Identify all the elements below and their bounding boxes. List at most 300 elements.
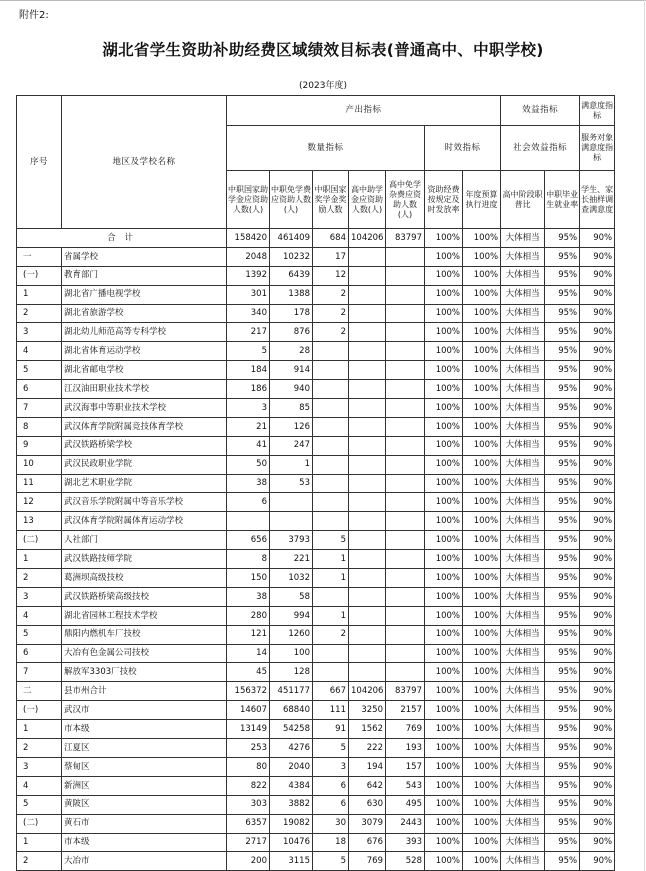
cell-name: 葛洲坝高级技校 [62, 569, 227, 588]
header-col-2: 中职免学费应资助人数(人) [270, 171, 313, 229]
cell-c10: 90% [580, 814, 615, 833]
table-row [17, 833, 615, 852]
cell-c1: 184 [227, 361, 270, 380]
cell-seq: 4 [17, 606, 62, 625]
cell-c8: 大体相当 [501, 701, 545, 720]
cell-c9: 95% [545, 701, 580, 720]
cell-c3: 18 [313, 833, 349, 852]
cell-c9: 95% [545, 399, 580, 418]
cell-c5: 769 [386, 720, 425, 739]
table-row [17, 436, 615, 455]
cell-c10: 90% [580, 720, 615, 739]
cell-c2: 451177 [270, 682, 313, 701]
cell-c9: 95% [545, 285, 580, 304]
cell-c6: 100% [425, 493, 463, 512]
cell-c9: 95% [545, 550, 580, 569]
cell-c8: 大体相当 [501, 361, 545, 380]
table-row [17, 417, 615, 436]
cell-seq: 3 [17, 757, 62, 776]
cell-c1: 158420 [227, 229, 270, 248]
cell-c9: 95% [545, 436, 580, 455]
cell-c3 [313, 380, 349, 399]
cell-c3: 2 [313, 625, 349, 644]
table-body [17, 229, 615, 871]
table-row [17, 720, 615, 739]
cell-name: 黄石市 [62, 814, 227, 833]
cell-name: 武汉市 [62, 701, 227, 720]
cell-c10: 90% [580, 757, 615, 776]
header-col-9: 中职毕业生就业率 [545, 171, 580, 229]
cell-c9: 95% [545, 417, 580, 436]
cell-c7: 100% [463, 852, 501, 871]
cell-c7: 100% [463, 663, 501, 682]
cell-c10: 90% [580, 285, 615, 304]
cell-name: 武汉海事中等职业技术学校 [62, 399, 227, 418]
cell-c4: 676 [349, 833, 386, 852]
cell-c7: 100% [463, 266, 501, 285]
cell-c3: 2 [313, 285, 349, 304]
cell-c1: 303 [227, 795, 270, 814]
cell-c5 [386, 342, 425, 361]
cell-seq: 6 [17, 380, 62, 399]
cell-c6: 100% [425, 833, 463, 852]
cell-c8: 大体相当 [501, 512, 545, 531]
cell-c2: 940 [270, 380, 313, 399]
cell-c4 [349, 323, 386, 342]
right-border-line [644, 0, 645, 871]
cell-c1: 301 [227, 285, 270, 304]
cell-c8: 大体相当 [501, 757, 545, 776]
cell-c9: 95% [545, 455, 580, 474]
table-row [17, 229, 615, 248]
cell-name: 湖北省旅游学校 [62, 304, 227, 323]
cell-c5 [386, 474, 425, 493]
cell-c1: 656 [227, 531, 270, 550]
cell-c1: 200 [227, 852, 270, 871]
cell-seq: 7 [17, 663, 62, 682]
cell-c9: 95% [545, 266, 580, 285]
cell-c5 [386, 247, 425, 266]
cell-name: 江夏区 [62, 739, 227, 758]
cell-c3: 6 [313, 795, 349, 814]
cell-c4 [349, 493, 386, 512]
cell-c2: 54258 [270, 720, 313, 739]
cell-c1: 21 [227, 417, 270, 436]
cell-c4 [349, 644, 386, 663]
cell-c10: 90% [580, 436, 615, 455]
table-row [17, 776, 615, 795]
cell-c4: 104206 [349, 229, 386, 248]
cell-c2: 1388 [270, 285, 313, 304]
cell-c10: 90% [580, 380, 615, 399]
cell-name: 武汉民政职业学院 [62, 455, 227, 474]
cell-c7: 100% [463, 342, 501, 361]
cell-c7: 100% [463, 814, 501, 833]
cell-c5 [386, 550, 425, 569]
cell-c9: 95% [545, 493, 580, 512]
cell-c8: 大体相当 [501, 606, 545, 625]
cell-c8: 大体相当 [501, 266, 545, 285]
cell-c5 [386, 399, 425, 418]
cell-c7: 100% [463, 493, 501, 512]
cell-c1: 1392 [227, 266, 270, 285]
cell-c5 [386, 380, 425, 399]
cell-c9: 95% [545, 682, 580, 701]
cell-c6: 100% [425, 720, 463, 739]
cell-c1: 253 [227, 739, 270, 758]
cell-c6: 100% [425, 663, 463, 682]
cell-c10: 90% [580, 399, 615, 418]
cell-c9: 95% [545, 720, 580, 739]
cell-name: 湖北省园林工程技术学校 [62, 606, 227, 625]
cell-c8: 大体相当 [501, 569, 545, 588]
cell-c5 [386, 625, 425, 644]
cell-c7: 100% [463, 606, 501, 625]
cell-c7: 100% [463, 531, 501, 550]
cell-c2: 221 [270, 550, 313, 569]
cell-c3: 684 [313, 229, 349, 248]
cell-c8: 大体相当 [501, 474, 545, 493]
table-row [17, 247, 615, 266]
cell-c8: 大体相当 [501, 342, 545, 361]
cell-c4: 1562 [349, 720, 386, 739]
cell-c6: 100% [425, 247, 463, 266]
cell-c5: 2157 [386, 701, 425, 720]
cell-c2: 914 [270, 361, 313, 380]
cell-name: 武汉音乐学院附属中等音乐学校 [62, 493, 227, 512]
cell-c3: 1 [313, 606, 349, 625]
header-col-3: 中职国家奖学金奖励人数 [313, 171, 349, 229]
cell-c1: 45 [227, 663, 270, 682]
table-row [17, 569, 615, 588]
cell-c2: 1032 [270, 569, 313, 588]
cell-c4 [349, 399, 386, 418]
table-row [17, 531, 615, 550]
cell-c3 [313, 512, 349, 531]
cell-c4: 222 [349, 739, 386, 758]
cell-name: 市本级 [62, 833, 227, 852]
cell-c2: 461409 [270, 229, 313, 248]
cell-c7: 100% [463, 720, 501, 739]
cell-c1: 121 [227, 625, 270, 644]
table-row [17, 493, 615, 512]
cell-c1: 38 [227, 474, 270, 493]
cell-c2: 28 [270, 342, 313, 361]
cell-c6: 100% [425, 512, 463, 531]
cell-c2: 85 [270, 399, 313, 418]
cell-c4 [349, 342, 386, 361]
cell-c6: 100% [425, 795, 463, 814]
cell-c9: 95% [545, 361, 580, 380]
cell-name: 武汉铁路桥梁学校 [62, 436, 227, 455]
cell-c1: 217 [227, 323, 270, 342]
header-output-indicators: 产出指标 [227, 96, 501, 126]
cell-c1: 822 [227, 776, 270, 795]
cell-c3: 2 [313, 323, 349, 342]
cell-c5: 83797 [386, 229, 425, 248]
cell-c7: 100% [463, 285, 501, 304]
cell-c2: 126 [270, 417, 313, 436]
cell-c5: 83797 [386, 682, 425, 701]
cell-c2: 6439 [270, 266, 313, 285]
cell-c8: 大体相当 [501, 587, 545, 606]
cell-c6: 100% [425, 569, 463, 588]
cell-c1: 6 [227, 493, 270, 512]
cell-c7: 100% [463, 474, 501, 493]
cell-c4 [349, 569, 386, 588]
cell-c1: 14 [227, 644, 270, 663]
cell-c4: 3250 [349, 701, 386, 720]
cell-c2 [270, 512, 313, 531]
cell-c10: 90% [580, 361, 615, 380]
cell-c1: 3 [227, 399, 270, 418]
cell-c1 [227, 512, 270, 531]
cell-c3: 111 [313, 701, 349, 720]
cell-c8: 大体相当 [501, 625, 545, 644]
cell-seq: 2 [17, 304, 62, 323]
cell-c8: 大体相当 [501, 833, 545, 852]
cell-c2: 53 [270, 474, 313, 493]
cell-c9: 95% [545, 625, 580, 644]
table-row [17, 682, 615, 701]
table-row [17, 266, 615, 285]
cell-c10: 90% [580, 776, 615, 795]
cell-c10: 90% [580, 493, 615, 512]
cell-c6: 100% [425, 852, 463, 871]
cell-c4 [349, 361, 386, 380]
cell-c5 [386, 512, 425, 531]
cell-c3 [313, 436, 349, 455]
cell-c4 [349, 247, 386, 266]
cell-c3: 5 [313, 531, 349, 550]
total-label: 合 计 [17, 229, 227, 248]
cell-c9: 95% [545, 531, 580, 550]
cell-c2: 4276 [270, 739, 313, 758]
cell-c9: 95% [545, 512, 580, 531]
cell-c10: 90% [580, 266, 615, 285]
cell-c3: 1 [313, 569, 349, 588]
cell-c2: 100 [270, 644, 313, 663]
cell-c7: 100% [463, 701, 501, 720]
table-row [17, 304, 615, 323]
cell-c2: 4384 [270, 776, 313, 795]
cell-name: 蔡甸区 [62, 757, 227, 776]
cell-c9: 95% [545, 757, 580, 776]
table-row [17, 814, 615, 833]
cell-name: 湖北省体育运动学校 [62, 342, 227, 361]
cell-c4 [349, 285, 386, 304]
cell-c3: 667 [313, 682, 349, 701]
cell-c1: 150 [227, 569, 270, 588]
cell-c5 [386, 436, 425, 455]
cell-c8: 大体相当 [501, 380, 545, 399]
cell-c1: 80 [227, 757, 270, 776]
cell-c9: 95% [545, 229, 580, 248]
cell-c3: 5 [313, 852, 349, 871]
cell-c7: 100% [463, 757, 501, 776]
cell-c10: 90% [580, 833, 615, 852]
cell-seq: 2 [17, 739, 62, 758]
table-row [17, 550, 615, 569]
cell-c4: 104206 [349, 682, 386, 701]
table-row [17, 361, 615, 380]
table-row [17, 852, 615, 871]
cell-c1: 41 [227, 436, 270, 455]
cell-c3: 30 [313, 814, 349, 833]
cell-seq: (二) [17, 531, 62, 550]
cell-c7: 100% [463, 682, 501, 701]
cell-c6: 100% [425, 531, 463, 550]
cell-c8: 大体相当 [501, 229, 545, 248]
cell-c3 [313, 361, 349, 380]
cell-c9: 95% [545, 739, 580, 758]
cell-c3: 2 [313, 304, 349, 323]
cell-c6: 100% [425, 304, 463, 323]
cell-c10: 90% [580, 644, 615, 663]
cell-c5 [386, 531, 425, 550]
cell-c3: 1 [313, 550, 349, 569]
cell-seq: 1 [17, 550, 62, 569]
attachment-label: 附件2: [19, 10, 49, 21]
cell-c5 [386, 417, 425, 436]
cell-name: 武汉铁路桥梁高级技校 [62, 587, 227, 606]
cell-c1: 38 [227, 587, 270, 606]
cell-c7: 100% [463, 304, 501, 323]
cell-c8: 大体相当 [501, 399, 545, 418]
cell-c2: 58 [270, 587, 313, 606]
cell-name: 江汉油田职业技术学校 [62, 380, 227, 399]
cell-name: 省属学校 [62, 247, 227, 266]
cell-name: 湖北省广播电视学校 [62, 285, 227, 304]
cell-c2 [270, 493, 313, 512]
cell-c8: 大体相当 [501, 720, 545, 739]
cell-c3 [313, 493, 349, 512]
cell-c8: 大体相当 [501, 455, 545, 474]
cell-c6: 100% [425, 474, 463, 493]
cell-seq: 1 [17, 720, 62, 739]
cell-c1: 6357 [227, 814, 270, 833]
table-row [17, 285, 615, 304]
cell-c9: 95% [545, 606, 580, 625]
cell-seq: (二) [17, 814, 62, 833]
cell-seq: 4 [17, 776, 62, 795]
cell-name: 武汉铁路技师学院 [62, 550, 227, 569]
header-social-benefit-indicators: 社会效益指标 [501, 126, 580, 171]
cell-c3 [313, 663, 349, 682]
cell-c6: 100% [425, 587, 463, 606]
cell-c5: 543 [386, 776, 425, 795]
cell-c4 [349, 550, 386, 569]
cell-c6: 100% [425, 776, 463, 795]
cell-c7: 100% [463, 417, 501, 436]
cell-name: 武汉体育学院附属竞技体育学校 [62, 417, 227, 436]
cell-c5 [386, 663, 425, 682]
document-year: (2023年度) [299, 81, 347, 91]
cell-c2: 10232 [270, 247, 313, 266]
cell-seq: 13 [17, 512, 62, 531]
cell-c7: 100% [463, 361, 501, 380]
cell-name: 教育部门 [62, 266, 227, 285]
cell-seq: 5 [17, 361, 62, 380]
cell-c7: 100% [463, 587, 501, 606]
cell-seq: 2 [17, 569, 62, 588]
cell-c6: 100% [425, 342, 463, 361]
cell-c4 [349, 531, 386, 550]
cell-c7: 100% [463, 795, 501, 814]
cell-c7: 100% [463, 644, 501, 663]
cell-c6: 100% [425, 455, 463, 474]
cell-c2: 1 [270, 455, 313, 474]
cell-c7: 100% [463, 833, 501, 852]
cell-seq: 2 [17, 852, 62, 871]
table-row [17, 644, 615, 663]
cell-c2: 3882 [270, 795, 313, 814]
table-row [17, 399, 615, 418]
cell-c7: 100% [463, 455, 501, 474]
cell-c7: 100% [463, 323, 501, 342]
cell-c7: 100% [463, 436, 501, 455]
cell-c7: 100% [463, 380, 501, 399]
header-seq: 序号 [17, 96, 62, 229]
cell-c5 [386, 304, 425, 323]
cell-c6: 100% [425, 550, 463, 569]
cell-name: 鼎阳内燃机车厂技校 [62, 625, 227, 644]
cell-c7: 100% [463, 247, 501, 266]
cell-c6: 100% [425, 323, 463, 342]
table-row [17, 323, 615, 342]
cell-seq: 二 [17, 682, 62, 701]
cell-c10: 90% [580, 474, 615, 493]
cell-c2: 1260 [270, 625, 313, 644]
cell-c3: 5 [313, 739, 349, 758]
cell-c1: 2048 [227, 247, 270, 266]
cell-c6: 100% [425, 285, 463, 304]
cell-c9: 95% [545, 380, 580, 399]
cell-c2: 128 [270, 663, 313, 682]
cell-c10: 90% [580, 625, 615, 644]
cell-c5: 495 [386, 795, 425, 814]
table-row [17, 757, 615, 776]
cell-c4: 194 [349, 757, 386, 776]
cell-c6: 100% [425, 266, 463, 285]
cell-c6: 100% [425, 739, 463, 758]
header-name: 地区及学校名称 [62, 96, 227, 229]
cell-name: 黄陂区 [62, 795, 227, 814]
cell-c5 [386, 569, 425, 588]
cell-c5 [386, 587, 425, 606]
cell-c5 [386, 266, 425, 285]
cell-c7: 100% [463, 569, 501, 588]
cell-c6: 100% [425, 625, 463, 644]
cell-c6: 100% [425, 229, 463, 248]
cell-c8: 大体相当 [501, 814, 545, 833]
cell-name: 新洲区 [62, 776, 227, 795]
cell-seq: 12 [17, 493, 62, 512]
cell-c8: 大体相当 [501, 550, 545, 569]
cell-name: 大冶有色金属公司技校 [62, 644, 227, 663]
cell-c10: 90% [580, 587, 615, 606]
cell-c3 [313, 455, 349, 474]
cell-name: 县市州合计 [62, 682, 227, 701]
cell-c10: 90% [580, 417, 615, 436]
cell-c9: 95% [545, 852, 580, 871]
cell-c2: 3793 [270, 531, 313, 550]
cell-c4 [349, 266, 386, 285]
cell-c8: 大体相当 [501, 323, 545, 342]
cell-c4 [349, 663, 386, 682]
table-row [17, 701, 615, 720]
cell-c6: 100% [425, 399, 463, 418]
